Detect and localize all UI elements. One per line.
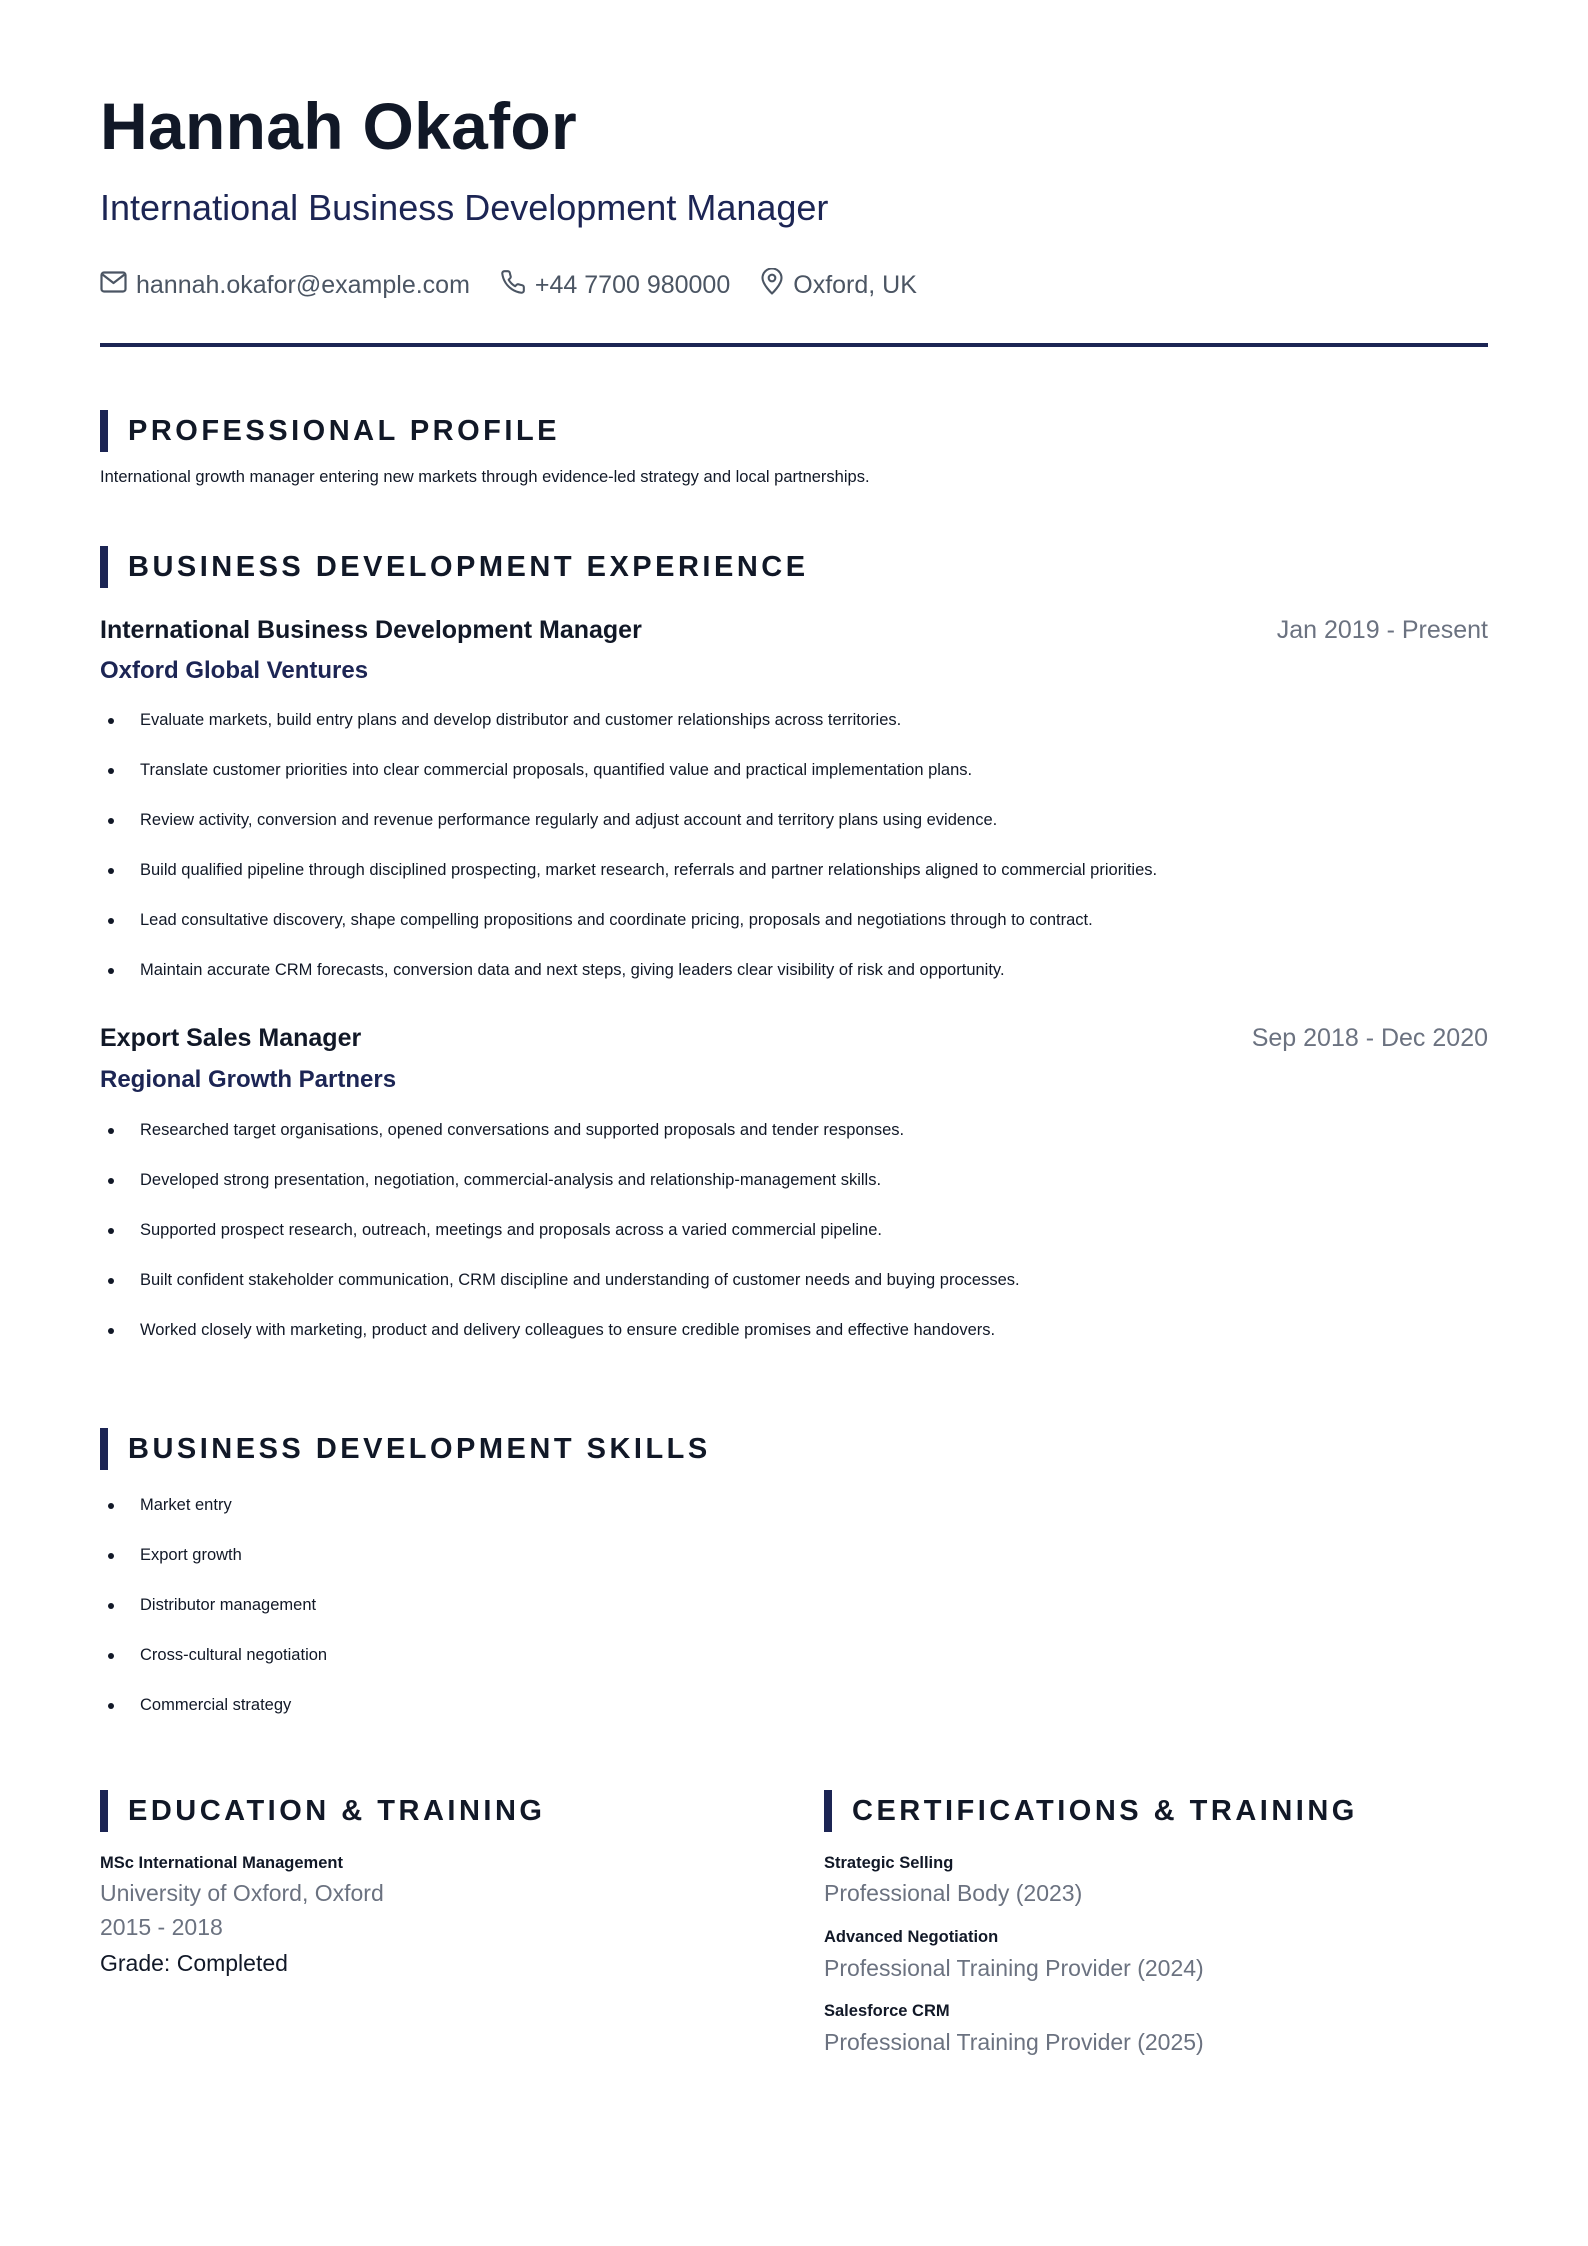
skill-item: Export growth xyxy=(100,1545,327,1595)
job-bullet-list xyxy=(100,1120,1020,1370)
skill-item: Cross-cultural negotiation xyxy=(100,1645,327,1695)
section-title: BUSINESS DEVELOPMENT EXPERIENCE xyxy=(128,550,809,583)
job-bullet: Review activity, conversion and revenue performance regularly and adjust account and territory plans using evidence. xyxy=(100,810,1157,860)
skill-item: Distributor management xyxy=(100,1595,327,1645)
job-bullet: Evaluate markets, build entry plans and develop distributor and customer relationships across territories. xyxy=(100,710,1157,760)
section-accent-bar xyxy=(824,1790,832,1832)
contact-bar xyxy=(100,268,947,302)
candidate-headline: International Business Development Manager xyxy=(100,187,829,228)
certification-name: Advanced Negotiation xyxy=(824,1928,999,1946)
job-bullet: Developed strong presentation, negotiation, commercial-analysis and relationship-management skills. xyxy=(100,1170,1020,1220)
education-school: University of Oxford, Oxford xyxy=(100,1880,384,1906)
education-degree: MSc International Management xyxy=(100,1854,343,1872)
phone-text: +44 7700 980000 xyxy=(534,270,731,299)
certification-issuer: Professional Training Provider (2024) xyxy=(824,1955,1204,1981)
contact-location xyxy=(760,268,917,302)
location-text: Oxford, UK xyxy=(793,270,917,299)
job-bullet: Lead consultative discovery, shape compelling propositions and coordinate pricing, proposals and negotiations through to contract. xyxy=(100,910,1157,960)
header-divider xyxy=(100,343,1488,347)
job-bullet-list xyxy=(100,710,1157,1010)
section-accent-bar xyxy=(100,1428,108,1470)
job-bullet: Built confident stakeholder communication, CRM discipline and understanding of customer needs and buying processes. xyxy=(100,1270,1020,1320)
section-title: BUSINESS DEVELOPMENT SKILLS xyxy=(128,1432,711,1465)
education-grade: Grade: Completed xyxy=(100,1950,288,1976)
section-education-heading xyxy=(100,1790,545,1832)
email-text: hannah.okafor@example.com xyxy=(136,270,470,299)
section-accent-bar xyxy=(100,546,108,588)
section-accent-bar xyxy=(100,1790,108,1832)
section-certifications-heading xyxy=(824,1790,1358,1832)
section-title: EDUCATION & TRAINING xyxy=(128,1794,546,1827)
job-bullet: Researched target organisations, opened conversations and supported proposals and tender responses. xyxy=(100,1120,1020,1170)
certification-issuer: Professional Training Provider (2025) xyxy=(824,2029,1204,2055)
candidate-name: Hannah Okafor xyxy=(100,89,577,163)
job-bullet: Build qualified pipeline through disciplined prospecting, market research, referrals and partner relationships aligned to commercial priorities. xyxy=(100,860,1157,910)
job-dates: Jan 2019 - Present xyxy=(1276,616,1488,644)
job-company: Regional Growth Partners xyxy=(100,1066,397,1093)
education-dates: 2015 - 2018 xyxy=(100,1914,223,1940)
section-title: CERTIFICATIONS & TRAINING xyxy=(852,1794,1358,1827)
job-dates: Sep 2018 - Dec 2020 xyxy=(1251,1024,1488,1052)
certification-name: Strategic Selling xyxy=(824,1854,954,1872)
contact-email[interactable] xyxy=(100,271,470,300)
job-bullet: Maintain accurate CRM forecasts, conversion data and next steps, giving leaders clear visibility of risk and opportunity. xyxy=(100,960,1157,1010)
job-title: International Business Development Manager xyxy=(100,616,642,644)
skill-item: Market entry xyxy=(100,1495,327,1545)
mail-icon xyxy=(100,271,136,300)
contact-phone[interactable] xyxy=(500,269,730,302)
job-title: Export Sales Manager xyxy=(100,1024,362,1052)
section-title: PROFESSIONAL PROFILE xyxy=(128,414,561,447)
section-accent-bar xyxy=(100,410,108,452)
certification-name: Salesforce CRM xyxy=(824,2002,950,2020)
section-profile-heading xyxy=(100,410,560,452)
job-bullet: Translate customer priorities into clear commercial proposals, quantified value and practical implementation plans. xyxy=(100,760,1157,810)
job-company: Oxford Global Ventures xyxy=(100,657,369,684)
skill-item: Commercial strategy xyxy=(100,1695,327,1745)
job-bullet: Supported prospect research, outreach, meetings and proposals across a varied commercial pipeline. xyxy=(100,1220,1020,1270)
skills-list xyxy=(100,1495,327,1745)
job-bullet: Worked closely with marketing, product and delivery colleagues to ensure credible promises and effective handovers. xyxy=(100,1320,1020,1370)
certification-issuer: Professional Body (2023) xyxy=(824,1880,1083,1906)
section-experience-heading xyxy=(100,546,809,588)
map-pin-icon xyxy=(760,268,793,302)
section-skills-heading xyxy=(100,1428,711,1470)
phone-icon xyxy=(500,269,535,302)
profile-summary: International growth manager entering new markets through evidence-led strategy and local partnerships. xyxy=(100,468,870,486)
